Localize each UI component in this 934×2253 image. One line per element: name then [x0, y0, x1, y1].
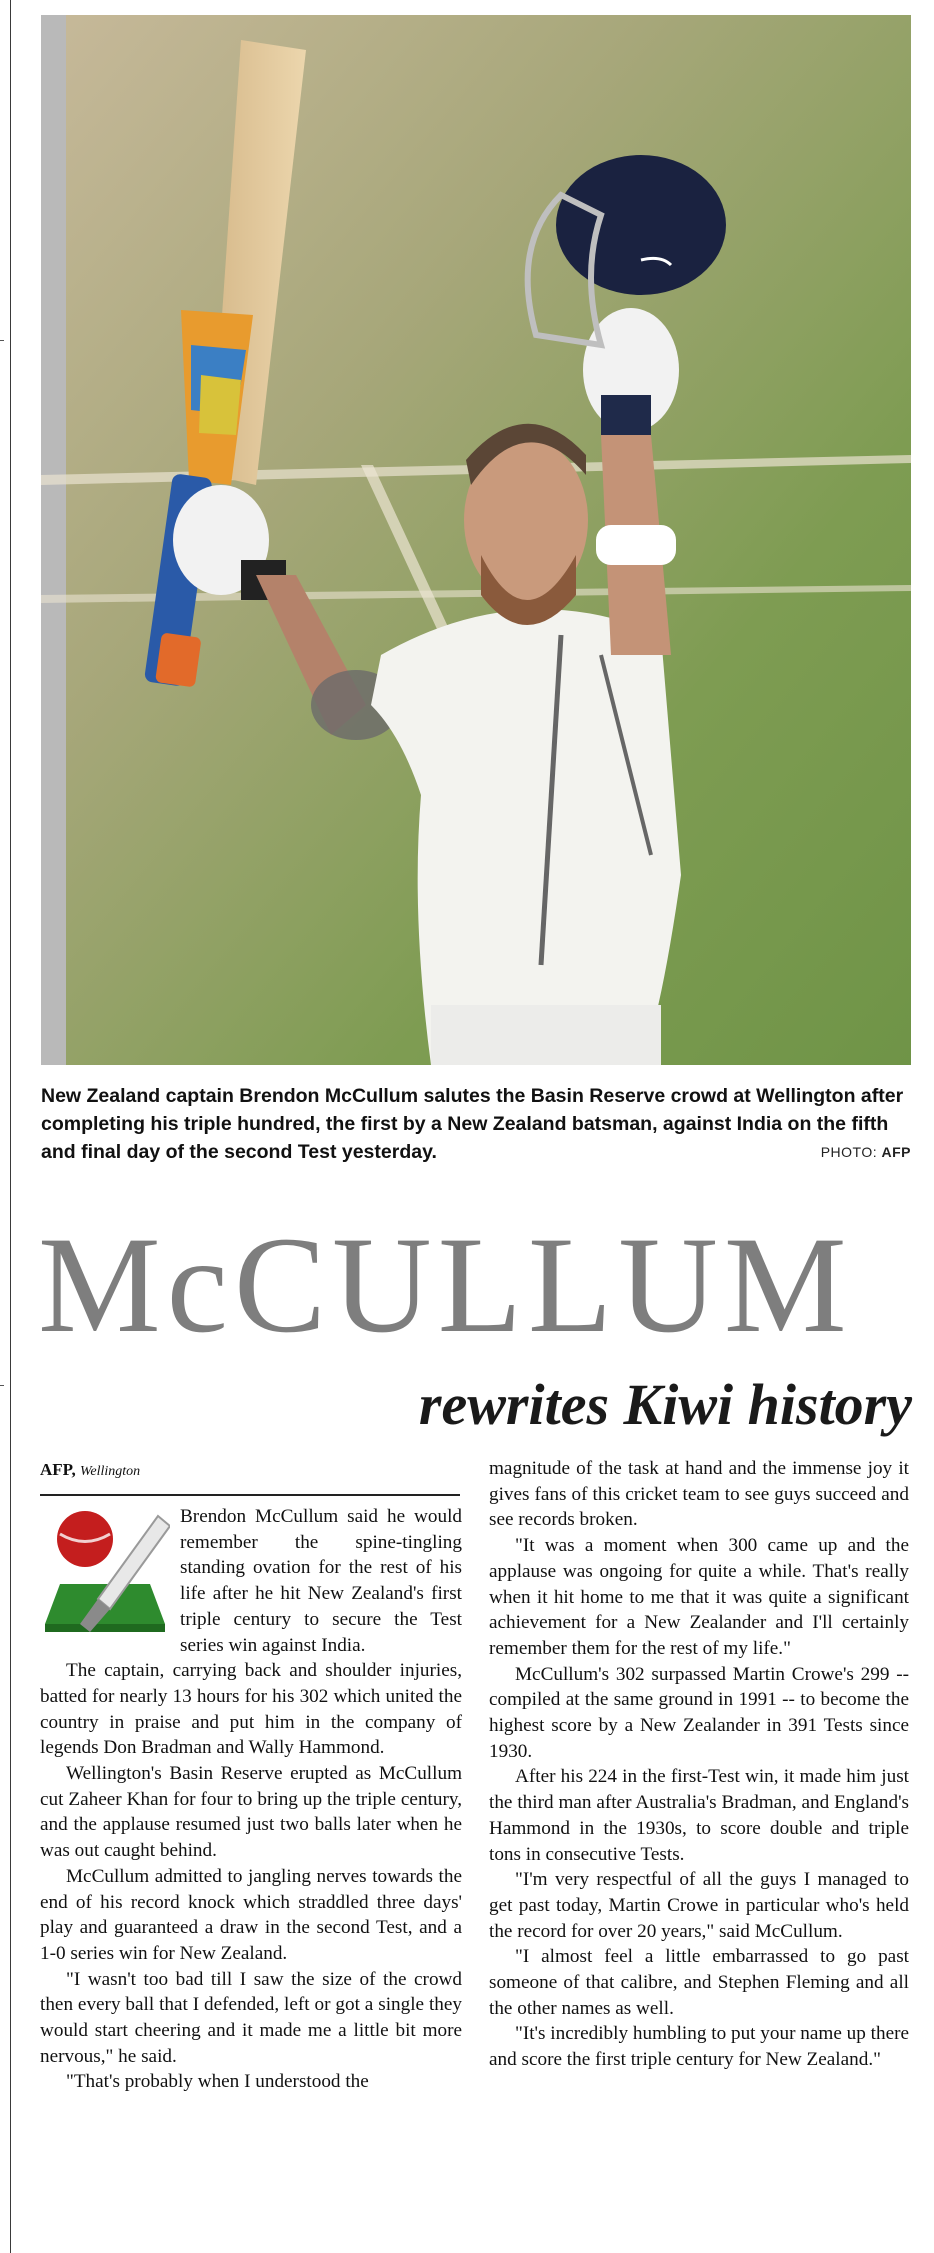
paragraph: McCullum admitted to jangling nerves towards the end of his record knock which straddled three days' play and guaranteed a draw in the second Test, and a 1-0 series win for New Zealand. — [40, 1865, 462, 1964]
margin-tick — [0, 340, 4, 341]
article-column-2 — [489, 1456, 909, 2073]
paragraph: "It's incredibly humbling to put your name up there and score the first triple century for New Zealand." — [489, 2023, 909, 2071]
headline: McCULLUM — [38, 1208, 853, 1361]
paragraph: McCullum's 302 surpassed Martin Crowe's 299 -- compiled at the same ground in 1991 -- to become the highest score by a New Zealander in 391 Tests since 1930. — [489, 1663, 909, 1762]
photo-credit-source: AFP — [881, 1144, 911, 1160]
article-column-1 — [40, 1504, 462, 2095]
photo-credit — [821, 1144, 911, 1160]
paragraph: "I wasn't too bad till I saw the size of the crowd then every ball that I defended, left or got a single they would start cheering and it made me a little bit more nervous," he said. — [40, 1968, 462, 2067]
cricketer-photo-illustration — [41, 15, 911, 1065]
subheadline: rewrites Kiwi history — [418, 1372, 912, 1437]
news-photo — [41, 15, 911, 1065]
cricket-bat-ball-icon — [40, 1504, 170, 1639]
photo-credit-label: PHOTO: — [820, 1144, 878, 1160]
margin-tick — [0, 1385, 4, 1386]
paragraph: After his 224 in the first-Test win, it made him just the third man after Australia's Bradman, and England's Hammond in the 1930s, to score double and triple tons in consecutive Tests. — [489, 1766, 909, 1865]
paragraph: Wellington's Basin Reserve erupted as McCullum cut Zaheer Khan for four to bring up the triple century, and the applause resumed just two balls later when he was out caught behind. — [40, 1763, 462, 1862]
paragraph: "I'm very respectful of all the guys I managed to get past today, Martin Crowe in particular who's held the record for over 20 years," said McCullum. — [489, 1869, 909, 1942]
column-rule — [10, 0, 11, 2253]
dateline-agency: AFP, — [40, 1460, 76, 1479]
paragraph: The captain, carrying back and shoulder injuries, batted for nearly 13 hours for his 302 which united the country in praise and put him in the company of legends Don Bradman and Wally Hammond. — [40, 1660, 462, 1759]
paragraph: magnitude of the task at hand and the immense joy it gives fans of this cricket team to see guys succeed and see records broken. — [489, 1458, 909, 1531]
photo-caption: New Zealand captain Brendon McCullum salutes the Basin Reserve crowd at Wellington after completing his triple hundred, the first by a New Zealand batsman, against India on the fifth and final day of the second Test yesterday. — [41, 1085, 904, 1163]
paragraph: "It was a moment when 300 came up and the applause was ongoing for quite a while. That's really when it hit home to me that it was quite a significant achievement for a New Zealander and I'll certainly remember them for the rest of my life." — [489, 1535, 909, 1659]
dateline-place: Wellington — [80, 1464, 141, 1479]
paragraph: Brendon McCullum said he would remember the spine-tingling standing ovation for the rest of his life after he hit New Zealand's first triple century to secure the Test series win against India. — [180, 1506, 462, 1656]
dateline — [40, 1460, 140, 1480]
dateline-rule — [40, 1494, 460, 1496]
paragraph: "That's probably when I understood the — [66, 2071, 369, 2093]
paragraph: "I almost feel a little embarrassed to go past someone of that calibre, and Stephen Fleming and all the other names as well. — [489, 1946, 909, 2019]
